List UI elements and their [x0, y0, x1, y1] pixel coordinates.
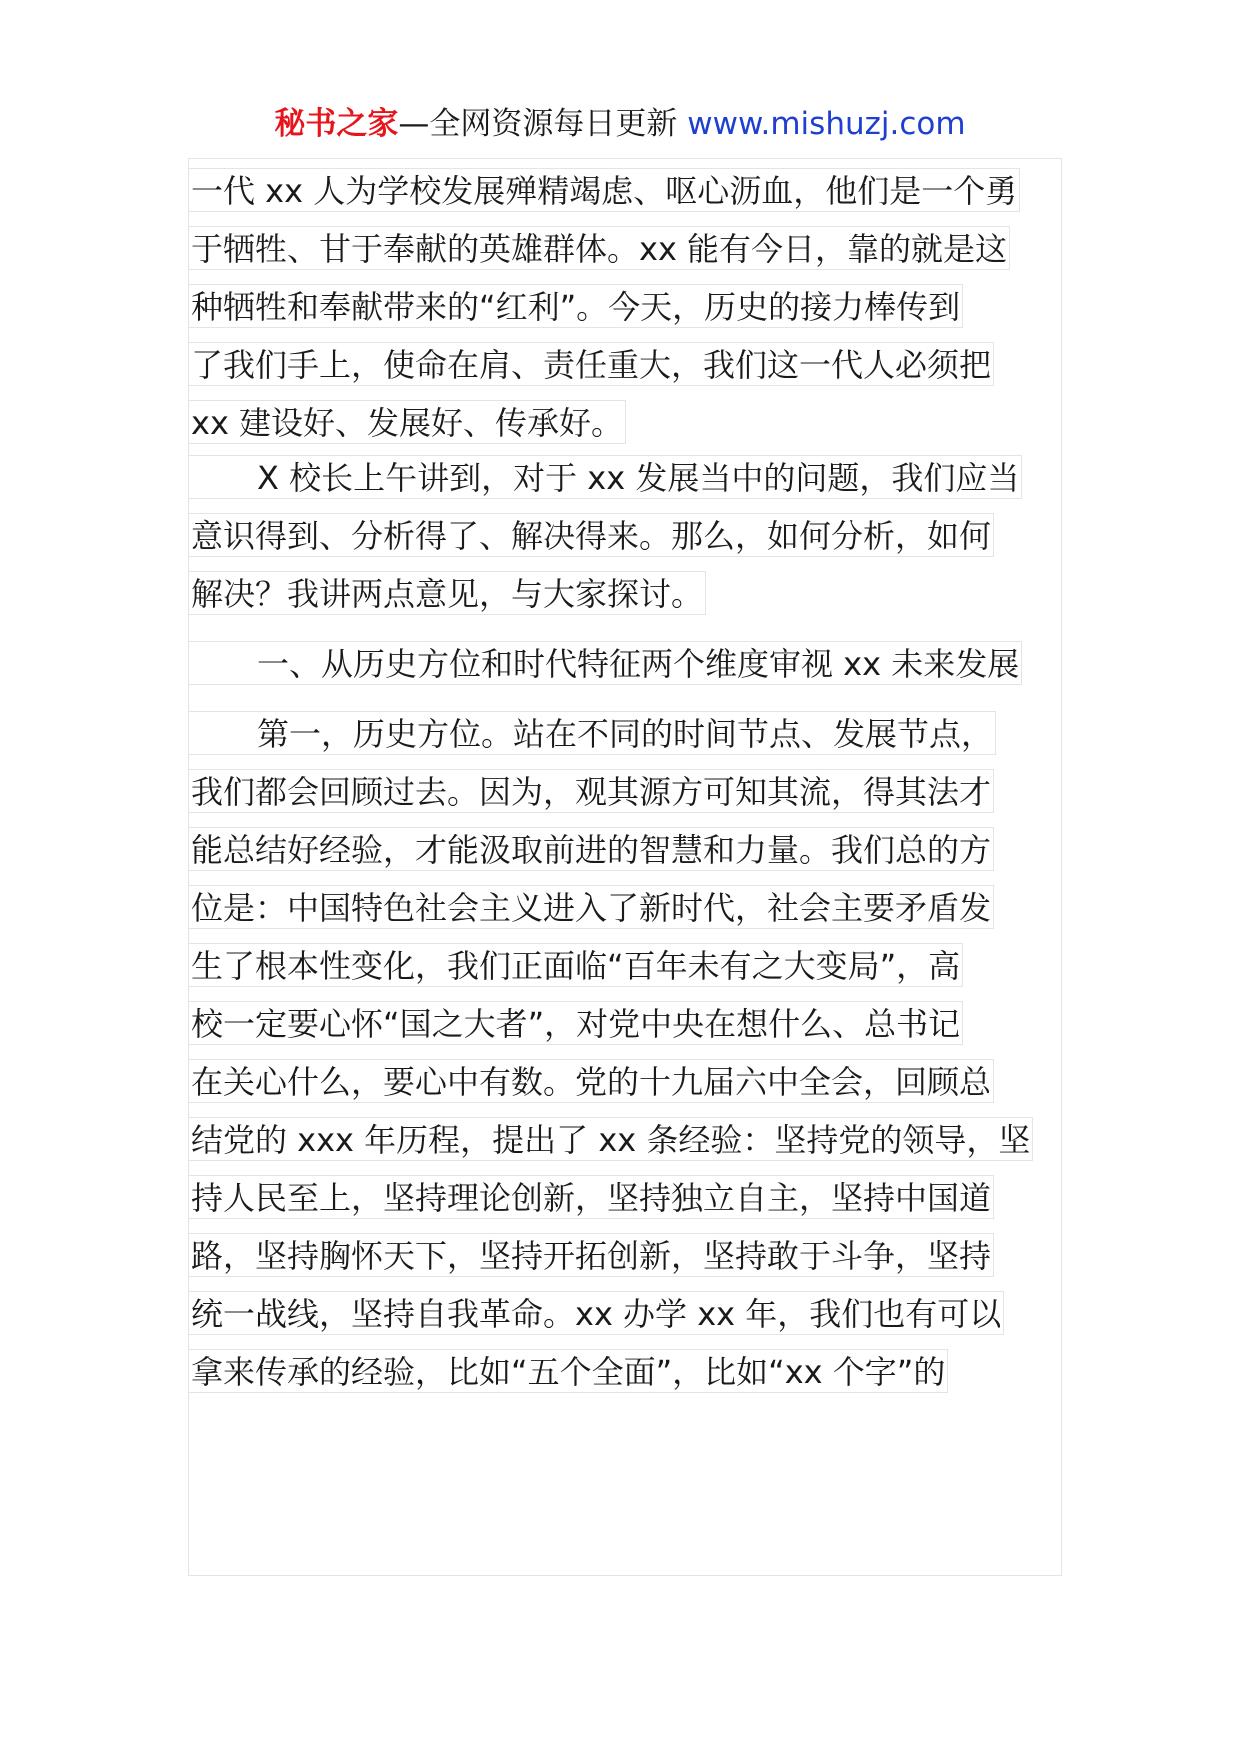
site-header	[0, 104, 1240, 144]
document-line: 一、从历史方位和时代特征两个维度审视 xx 未来发展	[188, 641, 1022, 685]
document-line: 位是：中国特色社会主义进入了新时代，社会主要矛盾发	[188, 885, 994, 929]
document-line: 结党的 xxx 年历程，提出了 xx 条经验：坚持党的领导，坚	[188, 1117, 1033, 1161]
document-line: xx 建设好、发展好、传承好。	[188, 400, 626, 444]
document-line: 第一，历史方位。站在不同的时间节点、发展节点，	[188, 711, 996, 755]
document-line: X 校长上午讲到，对于 xx 发展当中的问题，我们应当	[188, 455, 1022, 499]
document-line: 在关心什么，要心中有数。党的十九届六中全会，回顾总	[188, 1059, 994, 1103]
document-line: 了我们手上，使命在肩、责任重大，我们这一代人必须把	[188, 342, 994, 386]
document-line: 一代 xx 人为学校发展殚精竭虑、呕心沥血，他们是一个勇	[188, 168, 1020, 212]
document-line: 解决？我讲两点意见，与大家探讨。	[188, 571, 706, 615]
document-line: 持人民至上，坚持理论创新，坚持独立自主，坚持中国道	[188, 1175, 994, 1219]
site-brand: 秘书之家	[274, 106, 399, 142]
document-line: 路，坚持胸怀天下，坚持开拓创新，坚持敢于斗争，坚持	[188, 1233, 994, 1277]
site-tagline: —全网资源每日更新	[398, 106, 688, 142]
document-line: 能总结好经验，才能汲取前进的智慧和力量。我们总的方	[188, 827, 994, 871]
document-line: 生了根本性变化，我们正面临“百年未有之大变局”，高	[188, 943, 963, 987]
document-line: 拿来传承的经验，比如“五个全面”，比如“xx 个字”的	[188, 1349, 948, 1393]
document-line: 意识得到、分析得了、解决得来。那么，如何分析，如何	[188, 513, 994, 557]
document-line: 校一定要心怀“国之大者”，对党中央在想什么、总书记	[188, 1001, 963, 1045]
document-line: 我们都会回顾过去。因为，观其源方可知其流，得其法才	[188, 769, 994, 813]
document-line: 统一战线，坚持自我革命。xx 办学 xx 年，我们也有可以	[188, 1291, 1004, 1335]
site-url-link[interactable]: www.mishuzj.com	[687, 106, 966, 142]
document-line: 种牺牲和奉献带来的“红利”。今天，历史的接力棒传到	[188, 284, 963, 328]
document-line: 于牺牲、甘于奉献的英雄群体。xx 能有今日，靠的就是这	[188, 226, 1010, 270]
